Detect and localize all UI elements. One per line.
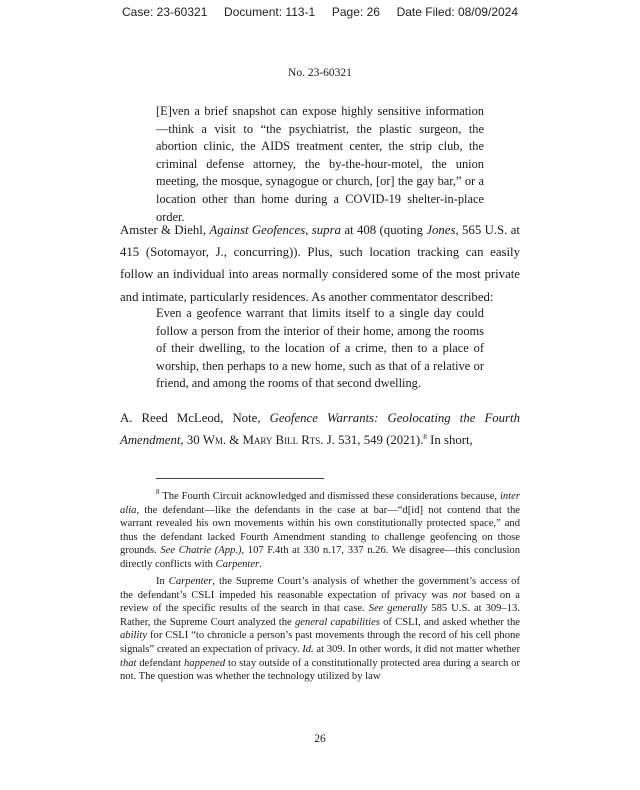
citation-title: Geofence Warrants: Geolocating the Fourth Amendment [120,411,520,448]
body-paragraph-1: Amster & Diehl, Against Geofences, supra at 408 (quoting Jones, 565 U.S. at 415 (Sotomayor, J., concurring)). Plus, such location tracking can easily follow an individual into areas normally considered some of the most private and intimate, particularly residences. As another commentator described: [120,223,520,304]
footnote-marker: 8 [156,488,160,496]
page-number: 26 [314,733,326,745]
case-name: Jones [426,223,456,237]
case-header: Case: 23-60321 Document: 113-1 Page: 26 Date Filed: 08/09/2024 [121,5,519,19]
block-quote-2: Even a geofence warrant that limits itself to a single day could follow a person from the interior of their home, among the rooms of their dwelling, to the location of a crime, then to a place of worship, then perhaps to a new home, such as that of a relative or friend, and among the rooms of that second dwelling. [156,306,484,391]
footnote-reference[interactable]: 8 [423,433,427,442]
footnote-8-continued: In Carpenter, the Supreme Court’s analysis of whether the government’s access of the defendant’s CSLI impeded his reasonable expectation of privacy was not based on a review of the specific results of the search in that case. See generally 585 U.S. at 309–13. Rather, the Supreme Court analyzed the general capabilities of CSLI, and asked whether the ability for CSLI “to chronicle a person’s past movements through the record of his cell phone signals” created an expectation of privacy. Id. at 309. In other words, it did not matter whether that defendant happened to stay outside of a constitutionally protected area during a search or not. The question was whether the technology utilized by law [120,576,520,683]
citation-title: Against Geofences [209,223,306,237]
body-paragraph-2: A. Reed McLeod, Note, Geofence Warrants: Geolocating the Fourth Amendment, 30 Wm. & Mary Bill Rts. J. 531, 549 (2021).$^8$ In short, [120,411,520,448]
footnote-8: $^8$ The Fourth Circuit acknowledged and dismissed these considerations because, inter alia, the defendant—like the defendants in the case at bar—“d[id] not contend that the warrant revealed his own movements within his own constitutionally protected space,” and thus the defendant lacked Fourth Amendment standing to challenge geofencing on those grounds. See Chatrie (App.), 107 F.4th at 330 n.17, 337 n.26. We disagree—this conclusion directly conflicts with Carpenter. [120,488,520,570]
document-number: No. 23-60321 [288,67,352,79]
journal-name: Wm. & Mary Bill Rts. J. [202,433,335,448]
footnote-divider [156,478,324,479]
block-quote-1: [E]ven a brief snapshot can expose highly sensitive information—think a visit to “the psychiatrist, the plastic surgeon, the abortion clinic, the AIDS treatment center, the strip club, the criminal defense attorney, the by-the-hour-motel, the union meeting, the mosque, synagogue or church, [or] the gay bar,” or a location other than home during a COVID-19 shelter-in-place order. [156,104,484,224]
